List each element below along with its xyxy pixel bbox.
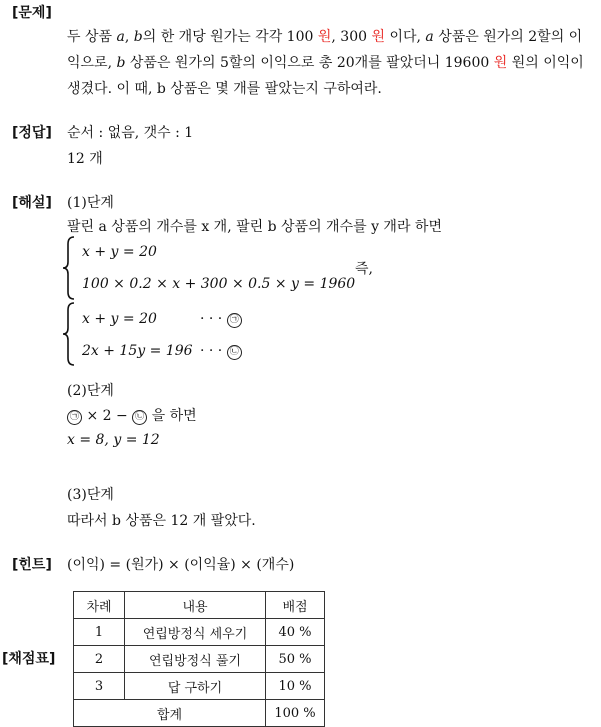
problem-line-3: 생겼다. 이 때, b 상품은 몇 개를 팔았는지 구하여라. — [67, 81, 382, 97]
system1-eq2: 100 × 0.2 × x + 300 × 0.5 × y = 1960 — [82, 276, 356, 292]
rubric-cell: 연립방정식 세우기 — [125, 619, 266, 646]
system1-tail: 즉, — [355, 261, 373, 277]
rubric-row — [74, 673, 325, 700]
rubric-total-label: 합계 — [74, 700, 266, 727]
step-1: (1)단계 — [67, 195, 114, 211]
operation-line: ㉠ × 2 − ㉡ 을 하면 — [67, 405, 197, 425]
step-3: (3)단계 — [67, 487, 114, 503]
rubric-header: 내용 — [125, 592, 266, 619]
explanation-label: [해설] — [12, 195, 52, 211]
conclusion: 따라서 b 상품은 12 개 팔았다. — [67, 513, 256, 529]
system-brace-2 — [62, 302, 76, 366]
circled-giyeok: ㉠ — [227, 313, 242, 328]
rubric-header: 배점 — [266, 592, 325, 619]
problem-line-1: 두 상품 a, b의 한 개당 원가는 각각 100 원, 300 원 이다, a 상품은 원가의 2할의 이 — [67, 29, 583, 45]
won-unit: 원 — [317, 29, 332, 45]
explanation-intro: 팔린 a 상품의 개수를 x 개, 팔린 b 상품의 개수를 y 개라 하면 — [67, 219, 442, 235]
hint-text: (이익) = (원가) × (이익율) × (개수) — [67, 557, 295, 573]
rubric-row — [74, 646, 325, 673]
step-2: (2)단계 — [67, 383, 114, 399]
answer-label: [정답] — [12, 125, 52, 141]
circled-nieun: ㉡ — [132, 410, 147, 425]
won-unit: 원 — [371, 29, 385, 45]
rubric-cell: 연립방정식 풀기 — [125, 646, 266, 673]
system2-eq2: 2x + 15y = 196 — [82, 343, 193, 359]
rubric-header-row — [74, 592, 325, 619]
answer-order: 순서 : 없음, 갯수 : 1 — [67, 125, 194, 141]
rubric-cell: 1 — [74, 619, 125, 646]
rubric-cell: 50 % — [266, 646, 325, 673]
won-unit: 원 — [493, 55, 508, 71]
system2-mark1: · · · ㉠ — [200, 311, 242, 328]
rubric-total-row — [74, 700, 325, 727]
circled-nieun: ㉡ — [227, 345, 242, 360]
rubric-cell: 2 — [74, 646, 125, 673]
rubric-cell: 10 % — [266, 673, 325, 700]
hint-label: [힌트] — [12, 557, 52, 573]
result-line: x = 8, y = 12 — [67, 432, 160, 448]
circled-giyeok: ㉠ — [67, 410, 82, 425]
system1-eq1: x + y = 20 — [82, 244, 157, 260]
system-brace-1 — [62, 236, 76, 300]
rubric-label: [채점표] — [2, 651, 56, 667]
system2-mark2: · · · ㉡ — [200, 343, 242, 360]
problem-label: [문제] — [12, 5, 52, 21]
rubric-cell: 답 구하기 — [125, 673, 266, 700]
rubric-cell: 3 — [74, 673, 125, 700]
problem-line-2: 익으로, b 상품은 원가의 5할의 이익으로 총 20개를 팔았더니 19600 원 원의 이익이 — [67, 55, 584, 71]
rubric-total-value: 100 % — [266, 700, 325, 727]
rubric-cell: 40 % — [266, 619, 325, 646]
rubric-header: 차례 — [74, 592, 125, 619]
rubric-table — [73, 591, 325, 727]
rubric-row — [74, 619, 325, 646]
system2-eq1: x + y = 20 — [82, 311, 157, 327]
answer-value: 12 개 — [67, 151, 103, 167]
